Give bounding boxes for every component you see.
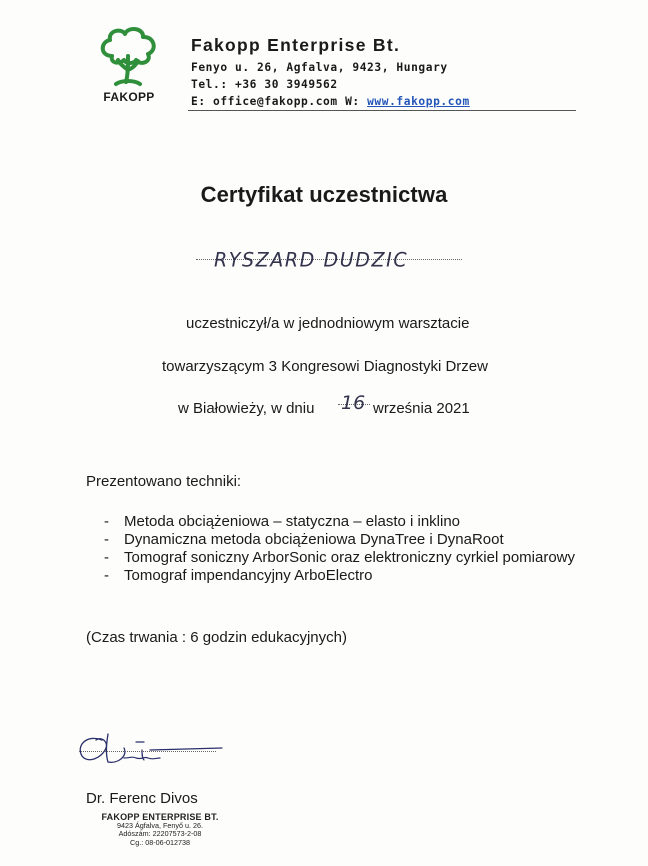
- company-phone: Tel.: +36 30 3949562: [191, 78, 338, 91]
- signer-name: Dr. Ferenc Divos: [86, 790, 198, 807]
- techniques-list: [104, 513, 584, 585]
- technique-text: Metoda obciążeniowa – statyczna – elasto i inklino: [124, 513, 461, 530]
- company-address: Fenyo u. 26, Agfalva, 9423, Hungary: [191, 61, 448, 74]
- technique-text: Dynamiczna metoda obciążeniowa DynaTree i DynaRoot: [124, 531, 504, 548]
- stamp-registration: Cg.: 08-06-012738: [130, 837, 190, 847]
- company-stamp: [92, 812, 228, 847]
- logo-text: FAKOPP: [103, 90, 155, 104]
- certificate-title: Certyfikat uczestnictwa: [200, 182, 448, 207]
- company-contact: [191, 95, 470, 108]
- list-item: [104, 549, 584, 567]
- duration-note: (Czas trwania : 6 godzin edukacyjnych): [86, 629, 347, 646]
- list-dash: -: [104, 513, 109, 530]
- event-month-year: września 2021: [373, 400, 470, 417]
- fakopp-logo: [92, 26, 166, 108]
- list-item: [104, 567, 584, 585]
- company-email: E: office@fakopp.com: [191, 95, 338, 108]
- company-website-link[interactable]: www.fakopp.com: [367, 95, 470, 108]
- participation-location: w Białowieży, w dniu: [178, 400, 315, 417]
- list-item: [104, 531, 584, 549]
- letterhead-divider: [188, 110, 576, 111]
- stamp-tax-number: Adószám: 22207573-2-08: [118, 829, 202, 839]
- tree-icon: [92, 26, 166, 92]
- technique-text: Tomograf impendancyjny ArboElectro: [124, 567, 373, 584]
- handwritten-signature: [72, 728, 224, 768]
- participation-line-1: uczestniczył/a w jednodniowym warsztacie: [186, 315, 470, 332]
- company-name: Fakopp Enterprise Bt.: [191, 35, 401, 55]
- list-dash: -: [104, 531, 109, 548]
- techniques-heading: Prezentowano techniki:: [86, 473, 242, 490]
- stamp-company: FAKOPP ENTERPRISE BT.: [101, 812, 219, 822]
- list-dash: -: [104, 567, 109, 584]
- participation-line-2: towarzyszącym 3 Kongresowi Diagnostyki Drzew: [162, 358, 488, 375]
- signature-dotted-line: [79, 751, 216, 752]
- event-day: 16: [341, 392, 366, 414]
- stamp-address: 9423 Ágfalva, Fenyő u. 26.: [117, 821, 203, 830]
- participant-name: RYSZARD DUDZIC: [214, 248, 409, 272]
- web-label: W:: [345, 95, 360, 108]
- technique-text: Tomograf soniczny ArborSonic oraz elektroniczny cyrkiel pomiarowy: [124, 549, 576, 566]
- list-item: [104, 513, 584, 531]
- list-dash: -: [104, 549, 109, 566]
